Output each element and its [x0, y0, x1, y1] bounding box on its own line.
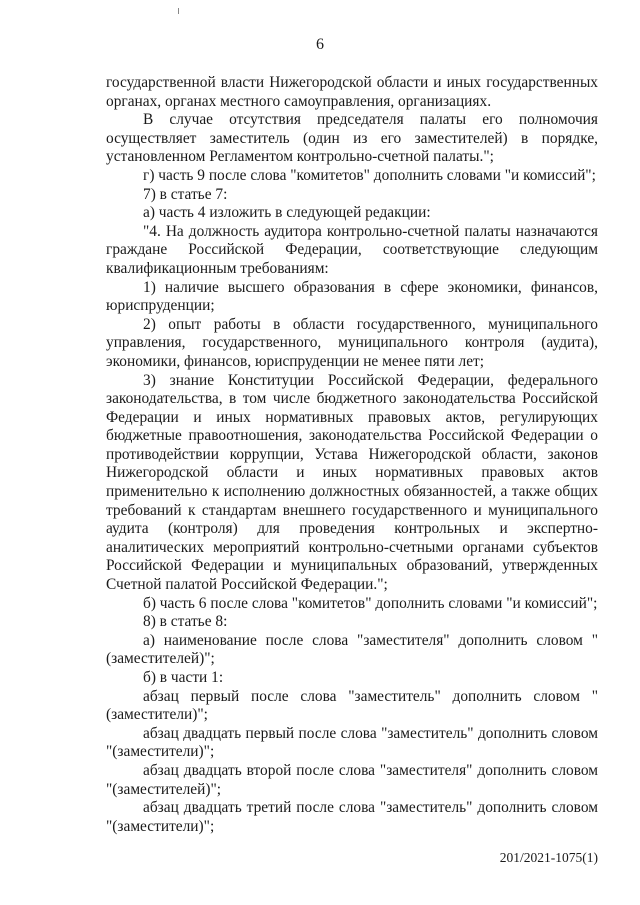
scan-artifact-mark: [178, 8, 179, 14]
paragraph: а) часть 4 изложить в следующей редакции:: [143, 204, 431, 222]
paragraph: государственной власти Нижегородской области и иных государственных органах, органах местного самоуправления, организациях.: [106, 74, 598, 110]
page-number: 6: [316, 36, 324, 53]
paragraph: б) в части 1:: [143, 669, 224, 686]
paragraph: 1) наличие высшего образования в сфере экономики, финансов, юриспруденции;: [106, 278, 598, 315]
paragraph: а) наименование после слова "заместителя" дополнить словом "(заместителей)";: [106, 631, 598, 668]
paragraph: абзац двадцать третий после слова "заместитель" дополнить словом "(заместители)";: [106, 799, 598, 835]
paragraph: абзац двадцать второй после слова "заместителя" дополнить словом "(заместителей)";: [106, 761, 598, 798]
paragraph: абзац двадцать первый после слова "заместитель" дополнить словом "(заместители)";: [106, 724, 598, 761]
paragraph: В случае отсутствия председателя палаты его полномочия осуществляет заместитель (один из его заместителей) в порядке, установленном Регламентом контрольно-счетной палаты.";: [106, 111, 598, 166]
paragraph: г) часть 9 после слова "комитетов" дополнить словами "и комиссий";: [143, 166, 596, 184]
paragraph: "4. На должность аудитора контрольно-счетной палаты назначаются граждане Российской Федерации, соответствующие следующим квалификационным требованиям:: [106, 222, 598, 277]
document-body: [106, 74, 598, 836]
paragraph: 2) опыт работы в области государственного, муниципального управления, государственного, муниципального контроля (аудита), экономики, финансов, юриспруденции не менее пяти лет;: [106, 315, 598, 370]
paragraph: 3) знание Конституции Российской Федерации, федерального законодательства, в том числе бюджетного законодательства Российской Федерации и иных нормативных правовых актов, регулирующих бюджетные правоотношения, законодательства Российской Федерации о противодействии коррупции, Устава Нижегородской области, законов Нижегородской области и иных нормативных правовых актов применительно к исполнению должностных обязанностей, а также общих требований к стандартам внешнего государственного и муниципального аудита (контроля) для проведения контрольных и экспертно-аналитических мероприятий контрольно-счетными органами субъектов Российской Федерации и муниципальных образований, утвержденных Счетной палатой Российской Федерации.";: [106, 371, 598, 594]
paragraph: 7) в статье 7:: [143, 185, 228, 203]
paragraph: 8) в статье 8:: [143, 613, 228, 631]
document-registration-code: 201/2021-1075(1): [499, 850, 598, 865]
paragraph: б) часть 6 после слова "комитетов" дополнить словами "и комиссий";: [143, 594, 598, 612]
paragraph: абзац первый после слова "заместитель" дополнить словом "(заместители)";: [106, 687, 598, 724]
